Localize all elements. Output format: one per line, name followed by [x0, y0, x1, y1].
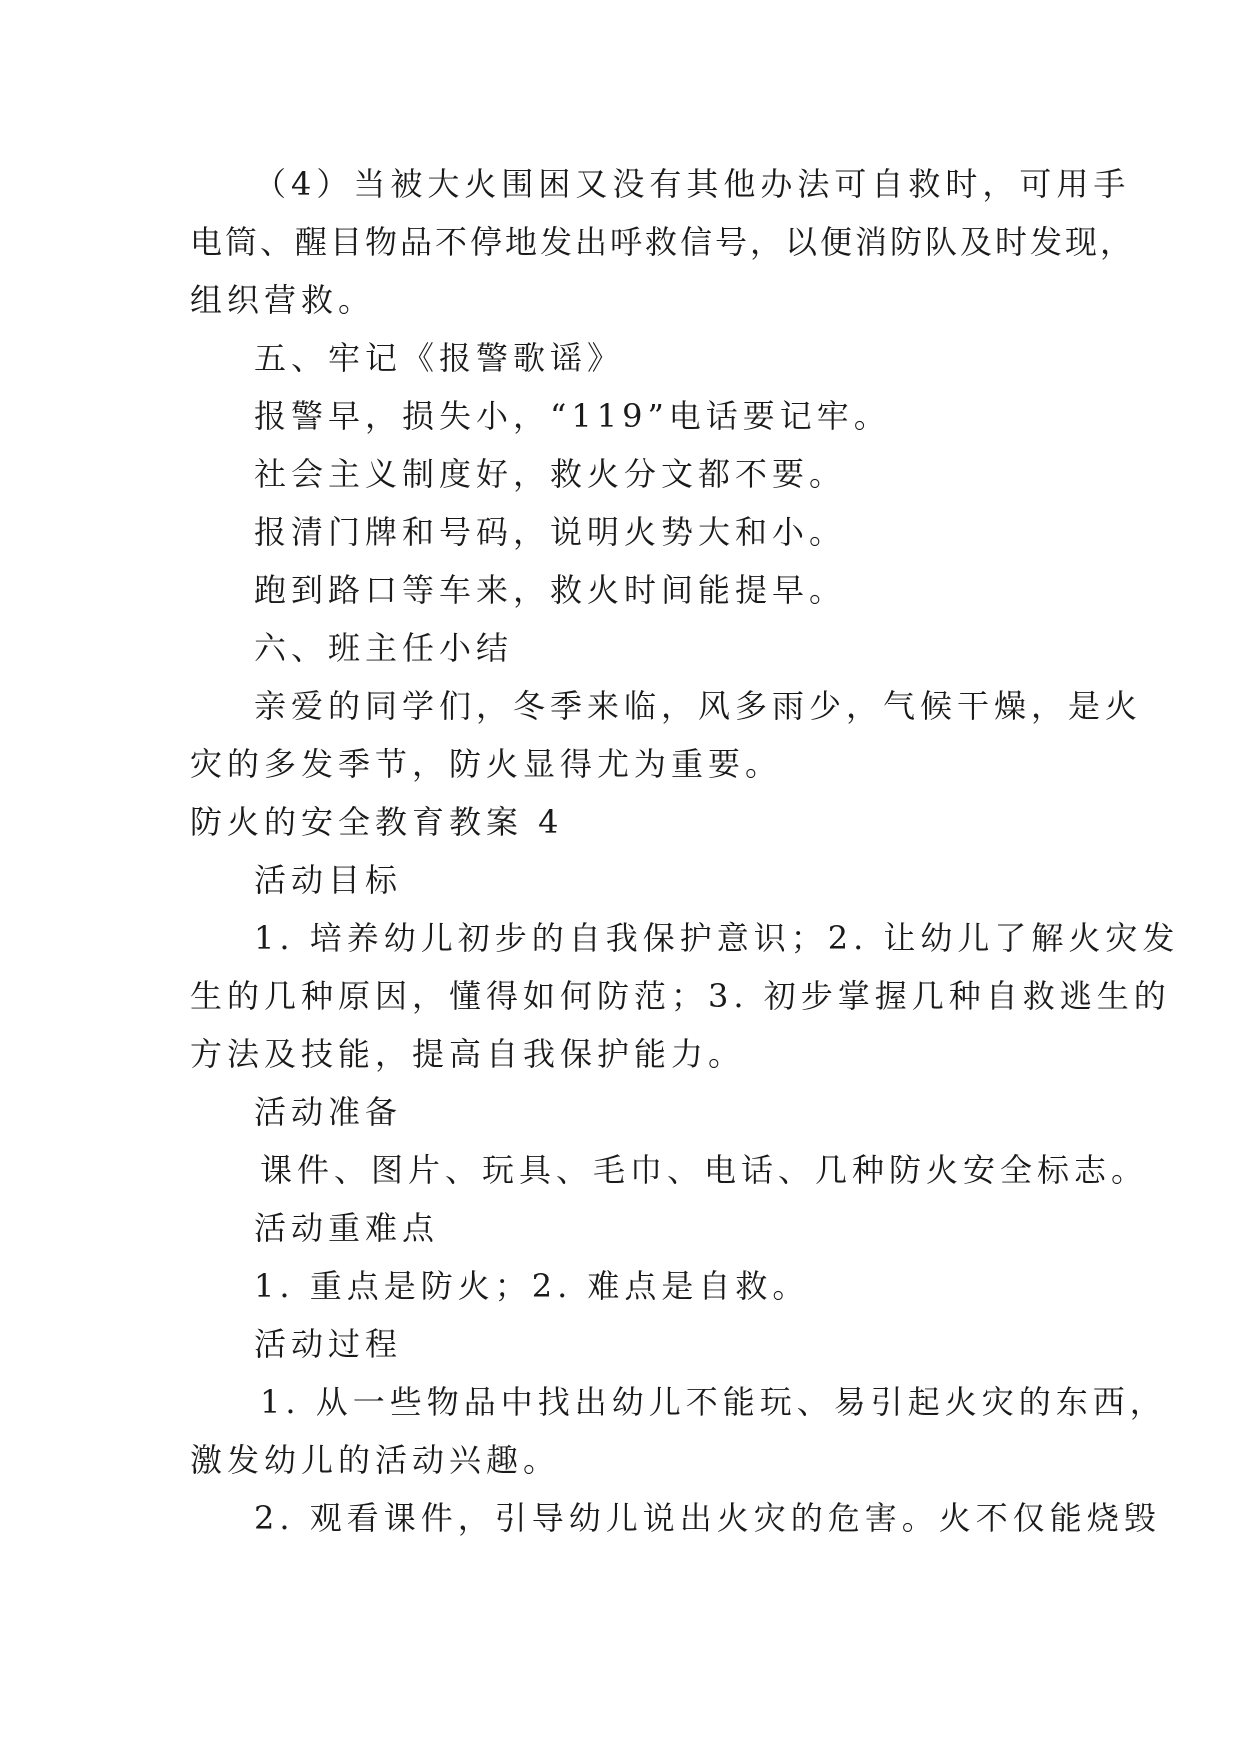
section-heading: 活动重难点	[254, 1209, 440, 1247]
paragraph-line: 电筒、醒目物品不停地发出呼救信号，以便消防队及时发现，	[190, 223, 1136, 261]
paragraph-line: 方法及技能，提高自我保护能力。	[190, 1035, 746, 1073]
paragraph-line: 1. 重点是防火；2. 难点是自救。	[254, 1267, 810, 1305]
paragraph-line: 亲爱的同学们，冬季来临，风多雨少，气候干燥，是火	[254, 687, 1143, 725]
document-title: 防火的安全教育教案 4	[190, 803, 564, 841]
section-heading: 活动过程	[254, 1325, 403, 1363]
section-heading: 活动目标	[254, 861, 403, 899]
paragraph-line: （4）当被大火围困又没有其他办法可自救时，可用手	[254, 165, 1131, 203]
rhyme-line: 跑到路口等车来，救火时间能提早。	[254, 571, 847, 609]
section-heading: 活动准备	[254, 1093, 403, 1131]
rhyme-line: 社会主义制度好，救火分文都不要。	[254, 455, 847, 493]
document-body	[190, 155, 1180, 1547]
paragraph-line: 组织营救。	[190, 281, 376, 319]
paragraph-line: 2. 观看课件，引导幼儿说出火灾的危害。火不仅能烧毁	[254, 1499, 1161, 1537]
paragraph-line: 激发幼儿的活动兴趣。	[190, 1441, 561, 1479]
paragraph-line: 课件、图片、玩具、毛巾、电话、几种防火安全标志。	[260, 1151, 1149, 1189]
section-heading: 六、班主任小结	[254, 629, 514, 667]
paragraph-line: 生的几种原因，懂得如何防范；3. 初步掌握几种自救逃生的	[190, 977, 1171, 1015]
paragraph-line: 1. 从一些物品中找出幼儿不能玩、易引起火灾的东西，	[260, 1383, 1167, 1421]
rhyme-line: 报清门牌和号码，说明火势大和小。	[254, 513, 847, 551]
rhyme-line: 报警早，损失小，“119”电话要记牢。	[254, 397, 891, 435]
paragraph-line: 1. 培养幼儿初步的自我保护意识；2. 让幼儿了解火灾发	[254, 919, 1180, 957]
section-heading: 五、牢记《报警歌谣》	[254, 339, 625, 377]
paragraph-line: 灾的多发季节，防火显得尤为重要。	[190, 745, 783, 783]
